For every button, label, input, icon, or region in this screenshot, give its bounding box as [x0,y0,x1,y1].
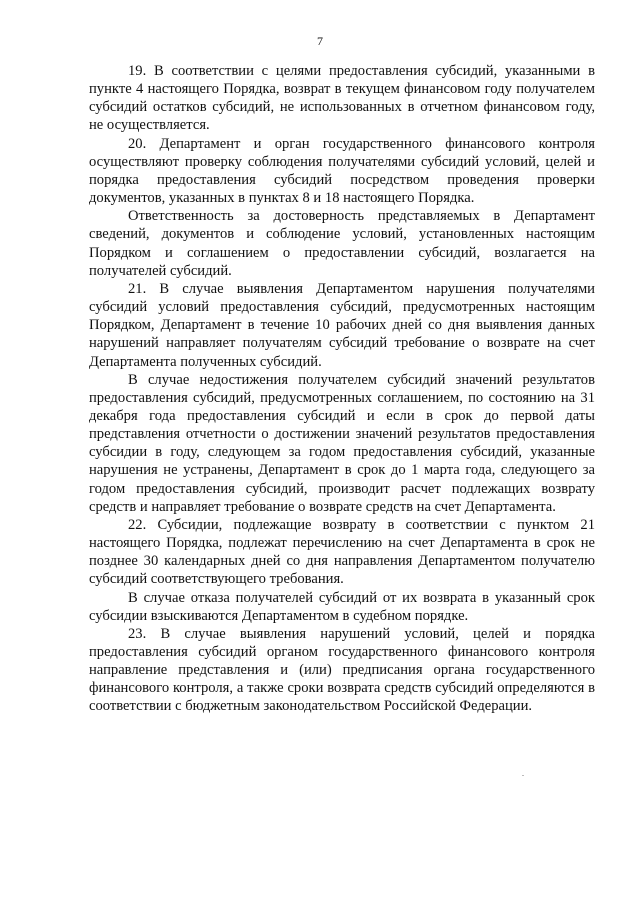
paragraph-20: 20. Департамент и орган государственного финансового контроля осуществляют проверку соблюдения получателями субсидий условий, целей и порядка предоставления субсидий посредством проведения проверки документов, указанных в пунктах 8 и 18 настоящего Порядка. [89,135,595,207]
page-number: 7 [317,34,323,48]
paragraph-21-non-achievement: В случае недостижения получателем субсидий значений результатов предоставления субсидий, предусмотренных соглашением, по состоянию на 31 декабря года предоставления субсидий и если в срок до первой даты представления отчетности о достижении значений результатов предоставления субсидии в году, следующем за годом предоставления субсидий, указанные нарушения не устранены, Департамент в срок до 1 марта года, следующего за годом предоставления субсидий, производит расчет подлежащих возврату средств и направляет требование о возврате средств на счет Департамента. [89,371,595,515]
paragraph-21: 21. В случае выявления Департаментом нарушения получателями субсидий условий предоставления субсидий, предусмотренных настоящим Порядком, Департамент в течение 10 рабочих дней со дня выявления данных нарушений направляет получателям субсидий требование о возврате на счет Департамента полученных субсидий. [89,280,595,370]
paragraph-20-responsibility: Ответственность за достоверность представляемых в Департамент сведений, документов и соблюдение условий, установленных настоящим Порядком и соглашением о предоставлении субсидий, возлагается на получателей субсидий. [89,208,595,279]
paragraph-19: 19. В соответствии с целями предоставления субсидий, указанными в пункте 4 настоящего Порядка, возврат в текущем финансовом году получателем субсидий остатков субсидий, не использованных в отчетном финансовом году, не осуществляется. [89,63,595,134]
paragraph-23: 23. В случае выявления нарушений условий, целей и порядка предоставления субсидий органом государственного финансового контроля направление представления и (или) предписания органа государственного финансового контроля, а также сроки возврата средств субсидий определяются в соответствии с бюджетным законодательством Российской Федерации. [89,625,595,715]
document-body [89,62,595,716]
paragraph-22-refusal: В случае отказа получателей субсидий от их возврата в указанный срок субсидии взыскиваются Департаментом в судебном порядке. [89,589,595,624]
scan-speck [522,775,524,776]
paragraph-22: 22. Субсидии, подлежащие возврату в соответствии с пунктом 21 настоящего Порядка, подлежат перечислению на счет Департамента в срок не позднее 30 календарных дней со дня направления Департаментом получателю субсидий соответствующего требования. [89,516,595,588]
